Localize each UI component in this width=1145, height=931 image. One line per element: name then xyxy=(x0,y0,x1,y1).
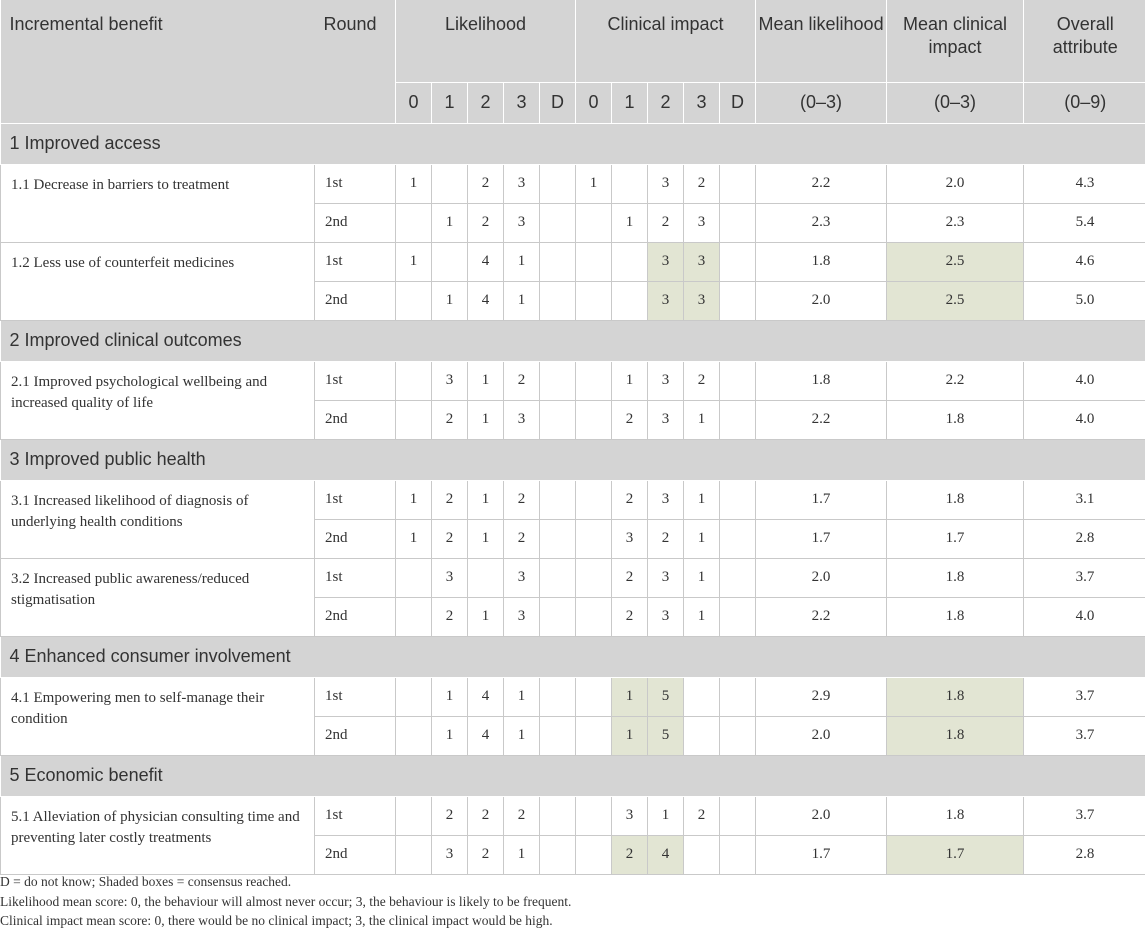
section-title: 1 Improved access xyxy=(1,123,1145,164)
impact-2-cell: 3 xyxy=(648,480,684,519)
impact-3-cell: 1 xyxy=(684,597,720,636)
likelihood-0-cell xyxy=(396,677,432,716)
mean-clinical-impact-cell: 2.5 xyxy=(887,281,1024,320)
impact-d-cell xyxy=(720,400,756,439)
likelihood-d-cell xyxy=(540,400,576,439)
likelihood-1-cell: 1 xyxy=(432,281,468,320)
likelihood-0-cell xyxy=(396,400,432,439)
overall-attribute-cell: 5.4 xyxy=(1024,203,1145,242)
mean-clinical-impact-cell: 2.3 xyxy=(887,203,1024,242)
likelihood-0-cell xyxy=(396,835,432,874)
impact-1-cell: 2 xyxy=(612,400,648,439)
likelihood-1-cell: 2 xyxy=(432,519,468,558)
overall-attribute-cell: 4.3 xyxy=(1024,164,1145,203)
likelihood-0-cell: 1 xyxy=(396,519,432,558)
impact-3-cell: 1 xyxy=(684,480,720,519)
likelihood-2-cell xyxy=(468,558,504,597)
impact-1-cell: 3 xyxy=(612,519,648,558)
impact-1-cell: 2 xyxy=(612,597,648,636)
header-impact-d: D xyxy=(720,82,756,123)
likelihood-0-cell: 1 xyxy=(396,164,432,203)
impact-0-cell xyxy=(576,677,612,716)
mean-likelihood-cell: 1.7 xyxy=(756,480,887,519)
mean-clinical-impact-cell: 2.5 xyxy=(887,242,1024,281)
likelihood-d-cell xyxy=(540,242,576,281)
section-row xyxy=(1,320,1145,361)
likelihood-d-cell xyxy=(540,480,576,519)
mean-likelihood-cell: 1.8 xyxy=(756,242,887,281)
likelihood-0-cell xyxy=(396,597,432,636)
impact-0-cell xyxy=(576,242,612,281)
section-title: 3 Improved public health xyxy=(1,439,1145,480)
impact-3-cell: 2 xyxy=(684,796,720,835)
table-row xyxy=(1,361,1145,400)
overall-attribute-cell: 3.7 xyxy=(1024,716,1145,755)
table-row xyxy=(1,677,1145,716)
header-impact-3: 3 xyxy=(684,82,720,123)
overall-attribute-cell: 3.7 xyxy=(1024,796,1145,835)
header-clinical-impact: Clinical impact xyxy=(576,0,756,82)
impact-0-cell xyxy=(576,480,612,519)
mean-likelihood-cell: 2.0 xyxy=(756,796,887,835)
impact-0-cell xyxy=(576,519,612,558)
mean-likelihood-cell: 2.0 xyxy=(756,281,887,320)
impact-1-cell: 1 xyxy=(612,203,648,242)
likelihood-1-cell: 2 xyxy=(432,480,468,519)
benefit-label: 3.2 Increased public awareness/reduced stigmatisation xyxy=(1,558,315,636)
likelihood-3-cell: 1 xyxy=(504,242,540,281)
overall-attribute-cell: 4.6 xyxy=(1024,242,1145,281)
overall-attribute-cell: 4.0 xyxy=(1024,400,1145,439)
impact-3-cell: 2 xyxy=(684,361,720,400)
likelihood-d-cell xyxy=(540,558,576,597)
section-row xyxy=(1,755,1145,796)
impact-d-cell xyxy=(720,796,756,835)
header-round: Round xyxy=(315,0,396,123)
impact-2-cell: 1 xyxy=(648,796,684,835)
overall-attribute-cell: 4.0 xyxy=(1024,361,1145,400)
impact-d-cell xyxy=(720,480,756,519)
impact-1-cell: 2 xyxy=(612,558,648,597)
impact-0-cell xyxy=(576,281,612,320)
likelihood-d-cell xyxy=(540,835,576,874)
header-incremental-benefit: Incremental benefit xyxy=(1,0,315,123)
impact-d-cell xyxy=(720,716,756,755)
table-footnotes xyxy=(0,872,1145,931)
impact-d-cell xyxy=(720,835,756,874)
table-row xyxy=(1,164,1145,203)
likelihood-0-cell xyxy=(396,281,432,320)
impact-2-cell: 3 xyxy=(648,281,684,320)
likelihood-2-cell: 1 xyxy=(468,597,504,636)
round-cell: 1st xyxy=(315,677,396,716)
impact-3-cell: 3 xyxy=(684,281,720,320)
round-cell: 2nd xyxy=(315,597,396,636)
header-likelihood-0: 0 xyxy=(396,82,432,123)
mean-likelihood-cell: 2.0 xyxy=(756,716,887,755)
likelihood-3-cell: 2 xyxy=(504,480,540,519)
round-cell: 2nd xyxy=(315,281,396,320)
header-overall-attribute: Overall attribute xyxy=(1024,0,1145,82)
impact-3-cell xyxy=(684,835,720,874)
table-row xyxy=(1,242,1145,281)
impact-3-cell: 1 xyxy=(684,519,720,558)
impact-d-cell xyxy=(720,164,756,203)
header-likelihood-1: 1 xyxy=(432,82,468,123)
impact-d-cell xyxy=(720,677,756,716)
table-row xyxy=(1,558,1145,597)
likelihood-3-cell: 1 xyxy=(504,835,540,874)
mean-likelihood-cell: 2.2 xyxy=(756,164,887,203)
impact-2-cell: 5 xyxy=(648,716,684,755)
impact-1-cell: 3 xyxy=(612,796,648,835)
header-range-mean-impact: (0–3) xyxy=(887,82,1024,123)
likelihood-2-cell: 2 xyxy=(468,164,504,203)
section-row xyxy=(1,123,1145,164)
likelihood-d-cell xyxy=(540,281,576,320)
mean-clinical-impact-cell: 1.8 xyxy=(887,558,1024,597)
likelihood-0-cell xyxy=(396,716,432,755)
impact-d-cell xyxy=(720,558,756,597)
round-cell: 1st xyxy=(315,796,396,835)
overall-attribute-cell: 3.7 xyxy=(1024,677,1145,716)
impact-3-cell xyxy=(684,677,720,716)
impact-d-cell xyxy=(720,242,756,281)
likelihood-d-cell xyxy=(540,361,576,400)
mean-likelihood-cell: 2.2 xyxy=(756,597,887,636)
likelihood-2-cell: 2 xyxy=(468,796,504,835)
mean-clinical-impact-cell: 1.8 xyxy=(887,400,1024,439)
round-cell: 2nd xyxy=(315,203,396,242)
impact-2-cell: 4 xyxy=(648,835,684,874)
impact-1-cell: 2 xyxy=(612,480,648,519)
impact-0-cell: 1 xyxy=(576,164,612,203)
impact-0-cell xyxy=(576,597,612,636)
likelihood-2-cell: 1 xyxy=(468,519,504,558)
section-title: 2 Improved clinical outcomes xyxy=(1,320,1145,361)
overall-attribute-cell: 3.1 xyxy=(1024,480,1145,519)
impact-2-cell: 3 xyxy=(648,597,684,636)
benefit-label: 1.1 Decrease in barriers to treatment xyxy=(1,164,315,242)
impact-2-cell: 2 xyxy=(648,519,684,558)
mean-clinical-impact-cell: 1.8 xyxy=(887,597,1024,636)
benefit-label: 3.1 Increased likelihood of diagnosis of underlying health conditions xyxy=(1,480,315,558)
likelihood-2-cell: 4 xyxy=(468,242,504,281)
likelihood-1-cell: 2 xyxy=(432,597,468,636)
impact-2-cell: 3 xyxy=(648,242,684,281)
header-mean-clinical-impact: Mean clinical impact xyxy=(887,0,1024,82)
impact-1-cell: 1 xyxy=(612,716,648,755)
impact-2-cell: 2 xyxy=(648,203,684,242)
likelihood-3-cell: 2 xyxy=(504,796,540,835)
mean-likelihood-cell: 1.7 xyxy=(756,835,887,874)
overall-attribute-cell: 2.8 xyxy=(1024,835,1145,874)
round-cell: 2nd xyxy=(315,716,396,755)
likelihood-1-cell: 1 xyxy=(432,203,468,242)
likelihood-3-cell: 3 xyxy=(504,400,540,439)
header-likelihood-2: 2 xyxy=(468,82,504,123)
impact-1-cell xyxy=(612,164,648,203)
likelihood-3-cell: 3 xyxy=(504,597,540,636)
footnote-abbreviations: D = do not know; Shaded boxes = consensus reached. xyxy=(0,874,292,889)
likelihood-0-cell xyxy=(396,203,432,242)
impact-0-cell xyxy=(576,716,612,755)
likelihood-d-cell xyxy=(540,796,576,835)
impact-d-cell xyxy=(720,203,756,242)
header-impact-0: 0 xyxy=(576,82,612,123)
impact-3-cell: 1 xyxy=(684,400,720,439)
header-likelihood-3: 3 xyxy=(504,82,540,123)
likelihood-3-cell: 1 xyxy=(504,281,540,320)
likelihood-1-cell: 3 xyxy=(432,835,468,874)
impact-0-cell xyxy=(576,361,612,400)
round-cell: 1st xyxy=(315,242,396,281)
likelihood-3-cell: 2 xyxy=(504,519,540,558)
likelihood-2-cell: 4 xyxy=(468,281,504,320)
likelihood-3-cell: 1 xyxy=(504,716,540,755)
footnote-impact-scale: Clinical impact mean score: 0, there would be no clinical impact; 3, the clinical impact would be high. xyxy=(0,913,553,928)
likelihood-0-cell xyxy=(396,361,432,400)
mean-likelihood-cell: 2.9 xyxy=(756,677,887,716)
likelihood-3-cell: 3 xyxy=(504,558,540,597)
mean-clinical-impact-cell: 1.8 xyxy=(887,796,1024,835)
benefit-label: 5.1 Alleviation of physician consulting time and preventing later costly treatments xyxy=(1,796,315,874)
likelihood-2-cell: 4 xyxy=(468,677,504,716)
header-mean-likelihood: Mean likelihood xyxy=(756,0,887,82)
likelihood-2-cell: 1 xyxy=(468,480,504,519)
mean-clinical-impact-cell: 1.8 xyxy=(887,480,1024,519)
likelihood-d-cell xyxy=(540,597,576,636)
impact-2-cell: 3 xyxy=(648,164,684,203)
round-cell: 1st xyxy=(315,164,396,203)
mean-likelihood-cell: 2.3 xyxy=(756,203,887,242)
table-body xyxy=(1,123,1145,874)
header-likelihood-d: D xyxy=(540,82,576,123)
benefit-label: 2.1 Improved psychological wellbeing and increased quality of life xyxy=(1,361,315,439)
impact-3-cell: 2 xyxy=(684,164,720,203)
mean-clinical-impact-cell: 2.2 xyxy=(887,361,1024,400)
table-header xyxy=(1,0,1145,123)
likelihood-0-cell: 1 xyxy=(396,480,432,519)
likelihood-d-cell xyxy=(540,164,576,203)
round-cell: 1st xyxy=(315,361,396,400)
likelihood-0-cell xyxy=(396,796,432,835)
likelihood-d-cell xyxy=(540,203,576,242)
header-likelihood: Likelihood xyxy=(396,0,576,82)
footnote-likelihood-scale: Likelihood mean score: 0, the behaviour will almost never occur; 3, the behaviour is likely to be frequent. xyxy=(0,893,572,909)
impact-1-cell xyxy=(612,242,648,281)
round-cell: 2nd xyxy=(315,400,396,439)
overall-attribute-cell: 5.0 xyxy=(1024,281,1145,320)
table-row xyxy=(1,480,1145,519)
overall-attribute-cell: 2.8 xyxy=(1024,519,1145,558)
overall-attribute-cell: 3.7 xyxy=(1024,558,1145,597)
section-row xyxy=(1,636,1145,677)
table-row xyxy=(1,796,1145,835)
round-cell: 2nd xyxy=(315,835,396,874)
likelihood-3-cell: 1 xyxy=(504,677,540,716)
likelihood-2-cell: 2 xyxy=(468,835,504,874)
mean-likelihood-cell: 1.8 xyxy=(756,361,887,400)
mean-likelihood-cell: 2.2 xyxy=(756,400,887,439)
likelihood-3-cell: 3 xyxy=(504,203,540,242)
impact-d-cell xyxy=(720,519,756,558)
impact-0-cell xyxy=(576,203,612,242)
benefit-label: 1.2 Less use of counterfeit medicines xyxy=(1,242,315,320)
likelihood-3-cell: 3 xyxy=(504,164,540,203)
impact-3-cell: 1 xyxy=(684,558,720,597)
impact-1-cell xyxy=(612,281,648,320)
likelihood-0-cell xyxy=(396,558,432,597)
likelihood-1-cell xyxy=(432,242,468,281)
impact-3-cell: 3 xyxy=(684,203,720,242)
likelihood-d-cell xyxy=(540,677,576,716)
impact-0-cell xyxy=(576,796,612,835)
header-impact-1: 1 xyxy=(612,82,648,123)
likelihood-2-cell: 2 xyxy=(468,203,504,242)
impact-d-cell xyxy=(720,597,756,636)
impact-0-cell xyxy=(576,558,612,597)
likelihood-1-cell: 1 xyxy=(432,716,468,755)
likelihood-d-cell xyxy=(540,716,576,755)
impact-d-cell xyxy=(720,361,756,400)
impact-2-cell: 3 xyxy=(648,558,684,597)
benefit-label: 4.1 Empowering men to self-manage their condition xyxy=(1,677,315,755)
likelihood-2-cell: 4 xyxy=(468,716,504,755)
impact-2-cell: 3 xyxy=(648,400,684,439)
impact-2-cell: 3 xyxy=(648,361,684,400)
impact-1-cell: 1 xyxy=(612,361,648,400)
likelihood-1-cell xyxy=(432,164,468,203)
header-range-mean-likelihood: (0–3) xyxy=(756,82,887,123)
section-title: 5 Economic benefit xyxy=(1,755,1145,796)
impact-0-cell xyxy=(576,835,612,874)
mean-clinical-impact-cell: 2.0 xyxy=(887,164,1024,203)
likelihood-d-cell xyxy=(540,519,576,558)
likelihood-2-cell: 1 xyxy=(468,361,504,400)
likelihood-1-cell: 1 xyxy=(432,677,468,716)
impact-1-cell: 1 xyxy=(612,677,648,716)
impact-d-cell xyxy=(720,281,756,320)
likelihood-1-cell: 3 xyxy=(432,361,468,400)
likelihood-1-cell: 2 xyxy=(432,796,468,835)
impact-3-cell: 3 xyxy=(684,242,720,281)
round-cell: 2nd xyxy=(315,519,396,558)
mean-clinical-impact-cell: 1.7 xyxy=(887,519,1024,558)
likelihood-1-cell: 3 xyxy=(432,558,468,597)
header-range-overall: (0–9) xyxy=(1024,82,1145,123)
section-row xyxy=(1,439,1145,480)
header-impact-2: 2 xyxy=(648,82,684,123)
impact-0-cell xyxy=(576,400,612,439)
mean-likelihood-cell: 1.7 xyxy=(756,519,887,558)
mean-clinical-impact-cell: 1.7 xyxy=(887,835,1024,874)
likelihood-0-cell: 1 xyxy=(396,242,432,281)
round-cell: 1st xyxy=(315,558,396,597)
likelihood-2-cell: 1 xyxy=(468,400,504,439)
likelihood-1-cell: 2 xyxy=(432,400,468,439)
mean-clinical-impact-cell: 1.8 xyxy=(887,677,1024,716)
round-cell: 1st xyxy=(315,480,396,519)
impact-2-cell: 5 xyxy=(648,677,684,716)
impact-1-cell: 2 xyxy=(612,835,648,874)
likelihood-3-cell: 2 xyxy=(504,361,540,400)
section-title: 4 Enhanced consumer involvement xyxy=(1,636,1145,677)
impact-3-cell xyxy=(684,716,720,755)
mean-likelihood-cell: 2.0 xyxy=(756,558,887,597)
overall-attribute-cell: 4.0 xyxy=(1024,597,1145,636)
mean-clinical-impact-cell: 1.8 xyxy=(887,716,1024,755)
